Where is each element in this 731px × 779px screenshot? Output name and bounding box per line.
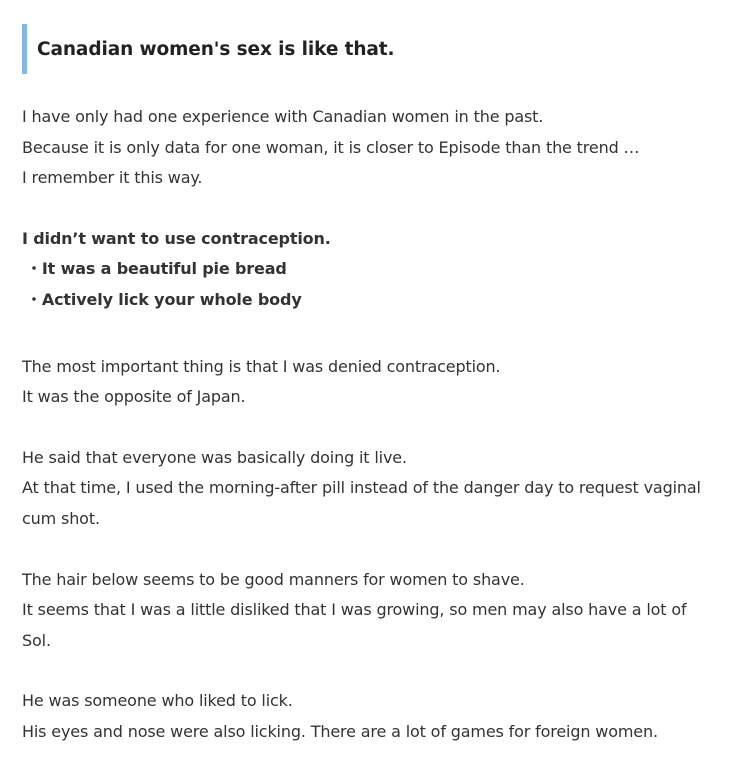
section-heading: [22, 24, 712, 74]
body-paragraph: [22, 352, 712, 413]
spacer: [22, 194, 712, 224]
spacer: [22, 656, 712, 686]
body-line: The hair below seems to be good manners for women to shave.: [22, 569, 525, 589]
summary-bullet: ・It was a beautiful pie bread: [26, 259, 287, 279]
summary-paragraph: [22, 224, 712, 316]
body-line: At that time, I used the morning-after pill instead of the danger day to request vaginal cum shot.: [22, 478, 701, 528]
spacer: [22, 413, 712, 443]
body-paragraph: [22, 686, 712, 747]
spacer: [22, 535, 712, 565]
body-line: It was the opposite of Japan.: [22, 387, 246, 407]
intro-line: I have only had one experience with Canadian women in the past.: [22, 107, 544, 126]
body-paragraph: [22, 565, 712, 657]
body-line: He was someone who liked to lick.: [22, 691, 293, 711]
summary-bullet: ・Actively lick your whole body: [26, 289, 302, 309]
heading-text: Canadian women's sex is like that.: [37, 38, 395, 60]
article-body: [22, 24, 712, 748]
body-line: It seems that I was a little disliked that I was growing, so men may also have a lot of Sol.: [22, 600, 687, 650]
intro-line: Because it is only data for one woman, it is closer to Episode than the trend …: [22, 137, 640, 157]
summary-lead: I didn’t want to use contraception.: [22, 228, 331, 248]
body-line: He said that everyone was basically doing it live.: [22, 447, 407, 467]
spacer: [22, 316, 712, 352]
body-paragraph: [22, 443, 712, 535]
intro-line: I remember it this way.: [22, 168, 203, 188]
body-line: His eyes and nose were also licking. There are a lot of games for foreign women.: [22, 721, 658, 741]
intro-paragraph: [22, 102, 712, 194]
body-line: The most important thing is that I was denied contraception.: [22, 356, 501, 376]
